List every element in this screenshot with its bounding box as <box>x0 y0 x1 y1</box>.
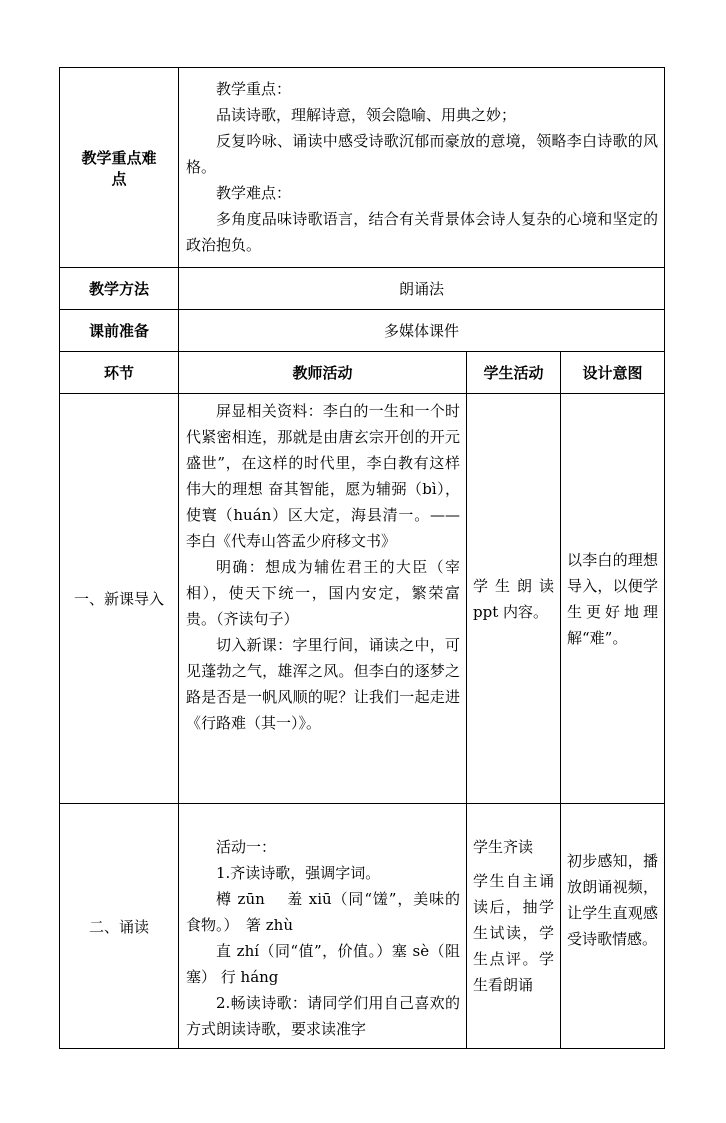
header-teacher: 教师活动 <box>179 352 467 394</box>
difficulty-heading: 教学难点： <box>216 183 292 202</box>
activity-heading: 活动一： <box>216 838 277 856</box>
student-activity-text: 学生齐读 <box>473 838 534 856</box>
table-row <box>60 394 665 804</box>
teacher-item: 2.畅读诗歌：请同学们用自己喜欢的方式朗读诗歌，要求读准字 <box>186 994 460 1038</box>
focus-label: 教学重点难点 <box>60 68 179 268</box>
teacher-item: 1.齐读诗歌，强调字词。 <box>216 864 381 882</box>
stage-cell: 二、诵读 <box>60 804 179 1049</box>
stage-cell: 一、新课导入 <box>60 394 179 804</box>
method-row <box>60 268 665 310</box>
teacher-activity-cell <box>179 394 467 804</box>
intent-text: 以李白的理想导入，以便学生更好地理解“难”。 <box>567 550 658 647</box>
student-activity-cell <box>467 394 561 804</box>
table-row <box>60 804 665 1049</box>
header-intent: 设计意图 <box>561 352 665 394</box>
student-activity-text: 学生朗读ppt 内容。 <box>473 576 554 621</box>
focus-line: 反复吟咏、诵读中感受诗歌沉郁而豪放的意境，领略李白诗歌的风格。 <box>186 131 658 176</box>
spacer <box>186 808 460 834</box>
focus-row <box>60 68 665 268</box>
focus-content <box>179 68 665 268</box>
student-activity-text: 学生自主诵读后，抽学生试读，学生点评。学生看朗诵 <box>473 872 554 994</box>
teacher-paragraph: 明确：想成为辅佐君王的大臣（宰相），使天下统一，国内安定，繁荣富贵。（齐读句子） <box>186 558 460 628</box>
teacher-paragraph: 屏显相关资料：李白的一生和一个时代紧密相连，那就是由唐玄宗开创的开元盛世”，在这样的时代里，李白教有这样伟大的理想 奋其智能，愿为辅弼（bì），使寰（huán）区大定，海县清一。——李白《代寿山答孟少府移文书》 <box>186 402 460 550</box>
focus-line: 品读诗歌，理解诗意，领会隐喻、用典之妙； <box>216 105 517 124</box>
header-stage: 环节 <box>60 352 179 394</box>
intent-cell <box>561 804 665 1049</box>
student-activity-cell <box>467 804 561 1049</box>
focus-line: 教学重点： <box>216 79 292 98</box>
teacher-paragraph: 切入新课：字里行间，诵读之中，可见蓬勃之气，雄浑之风。但李白的逐梦之路是否是一帆风顺的呢？让我们一起走进《行路难（其一）》。 <box>186 636 460 732</box>
difficulty-line: 多角度品味诗歌语言，结合有关背景体会诗人复杂的心境和坚定的政治抱负。 <box>186 209 658 254</box>
method-label: 教学方法 <box>60 268 179 310</box>
teacher-activity-cell <box>179 804 467 1049</box>
prep-value: 多媒体课件 <box>179 310 665 352</box>
header-student: 学生活动 <box>467 352 561 394</box>
prep-label: 课前准备 <box>60 310 179 352</box>
vocab-line: 樽 zūn 羞 xiū（同“馐”，美味的食物。） 箸 zhù <box>186 890 460 934</box>
vocab-line: 直 zhí（同“值”，价值。）塞 sè（阻塞） 行 háng <box>186 942 460 986</box>
method-value: 朗诵法 <box>179 268 665 310</box>
lesson-plan-table <box>59 67 665 1049</box>
intent-text: 初步感知，播放朗诵视频，让学生直观感受诗歌情感。 <box>567 852 658 948</box>
prep-row <box>60 310 665 352</box>
header-row <box>60 352 665 394</box>
intent-cell <box>561 394 665 804</box>
